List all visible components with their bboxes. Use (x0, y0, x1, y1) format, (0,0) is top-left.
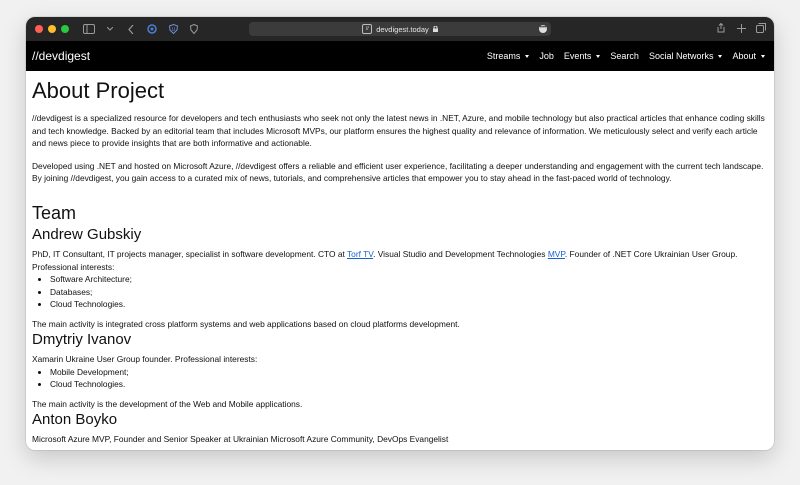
caret-down-icon (718, 55, 722, 58)
chevron-down-icon[interactable] (104, 23, 116, 35)
shield-extension-icon[interactable] (167, 23, 179, 35)
list-item: • Software Architecture; (50, 273, 768, 285)
list-item: • Cloud Technologies. (50, 298, 768, 310)
team-member-andrew (32, 226, 768, 331)
member-name: Dmytriy Ivanov (32, 330, 132, 348)
member-bio: Microsoft Azure MVP, Founder and Senior Speaker at Ukrainian Microsoft Azure Community, DevOps Evangelist (32, 433, 449, 444)
extension-gear-icon[interactable] (146, 23, 158, 35)
address-bar[interactable] (249, 22, 551, 36)
tab-overview-icon[interactable] (756, 23, 766, 33)
nav-menu (487, 51, 765, 61)
browser-toolbar (26, 17, 774, 41)
caret-down-icon (525, 55, 529, 58)
sidebar-toggle-icon[interactable] (83, 23, 95, 35)
list-item: • Databases; (50, 286, 768, 298)
member-activity: The main activity is the development of the Web and Mobile applications. (32, 399, 303, 410)
new-tab-icon[interactable] (736, 23, 746, 33)
nav-item-job[interactable]: Job (539, 51, 554, 61)
minimize-window-button[interactable] (48, 25, 56, 33)
svg-text:U: U (171, 27, 175, 33)
share-icon[interactable] (716, 23, 726, 33)
site-logo[interactable]: //devdigest (32, 49, 91, 63)
lock-icon (433, 25, 438, 34)
window-controls (35, 25, 69, 33)
site-favicon-icon: // (362, 24, 372, 34)
privacy-shield-icon[interactable] (188, 23, 200, 35)
list-item: • Mobile Development; (50, 366, 768, 378)
maximize-window-button[interactable] (61, 25, 69, 33)
member-name: Andrew Gubskiy (32, 225, 142, 243)
nav-item-social-networks[interactable]: Social Networks (649, 51, 723, 61)
caret-down-icon (596, 55, 600, 58)
intro-paragraph-2: Developed using .NET and hosted on Microsoft Azure, //devdigest offers a reliable and efficient user experience, facilitating a deeper understanding and engagement with the current tech landscape. By joining //devdigest, you gain access to a curated mix of news, tutorials, and comprehensive articles that empower you to stay ahead in the fast-paced world of technology. (32, 160, 764, 184)
main-content (26, 71, 774, 450)
page-title: About Project (32, 78, 165, 103)
interests-list (32, 366, 768, 391)
interests-list (32, 273, 768, 310)
browser-window (26, 17, 774, 450)
member-bio: PhD, IT Consultant, IT projects manager, specialist in software development. CTO at Torf TV. Visual Studio and Development Technologies MVP. Founder of .NET Core Ukrainian User Group. Professional interests: (32, 248, 738, 272)
url-text: devdigest.today (376, 24, 429, 34)
intro-paragraph-1: //devdigest is a specialized resource for developers and tech enthusiasts who seek not only the latest news in .NET, Azure, and mobile technology but also practical articles that enhance coding skills and tech knowledge. Backed by an editorial team that includes Microsoft MVPs, our platform ensures the highest quality and relevance of information. We meticulously select and verify each article and news piece to provide insights that are both informative and actionable. (32, 113, 765, 149)
member-name: Anton Boyko (32, 410, 118, 428)
mvp-link[interactable]: MVP (547, 248, 565, 259)
nav-item-search[interactable]: Search (610, 51, 639, 61)
nav-item-events[interactable]: Events (564, 51, 601, 61)
list-item: • Cloud Technologies. (50, 378, 768, 390)
team-member-anton (32, 411, 768, 446)
nav-item-streams[interactable]: Streams (487, 51, 530, 61)
close-window-button[interactable] (35, 25, 43, 33)
torf-tv-link[interactable]: Torf TV (347, 248, 374, 259)
member-activity: The main activity is integrated cross platform systems and web applications based on cloud platforms development. (32, 319, 460, 330)
member-bio: Xamarin Ukraine User Group founder. Professional interests: (32, 353, 258, 364)
team-heading: Team (32, 202, 77, 223)
nav-item-about[interactable]: About (732, 51, 765, 61)
page-menu-icon[interactable]: ••• (539, 25, 547, 31)
caret-down-icon (761, 55, 765, 58)
team-member-dmytriy (32, 331, 768, 411)
back-button[interactable] (125, 23, 137, 35)
site-navbar (26, 41, 774, 71)
